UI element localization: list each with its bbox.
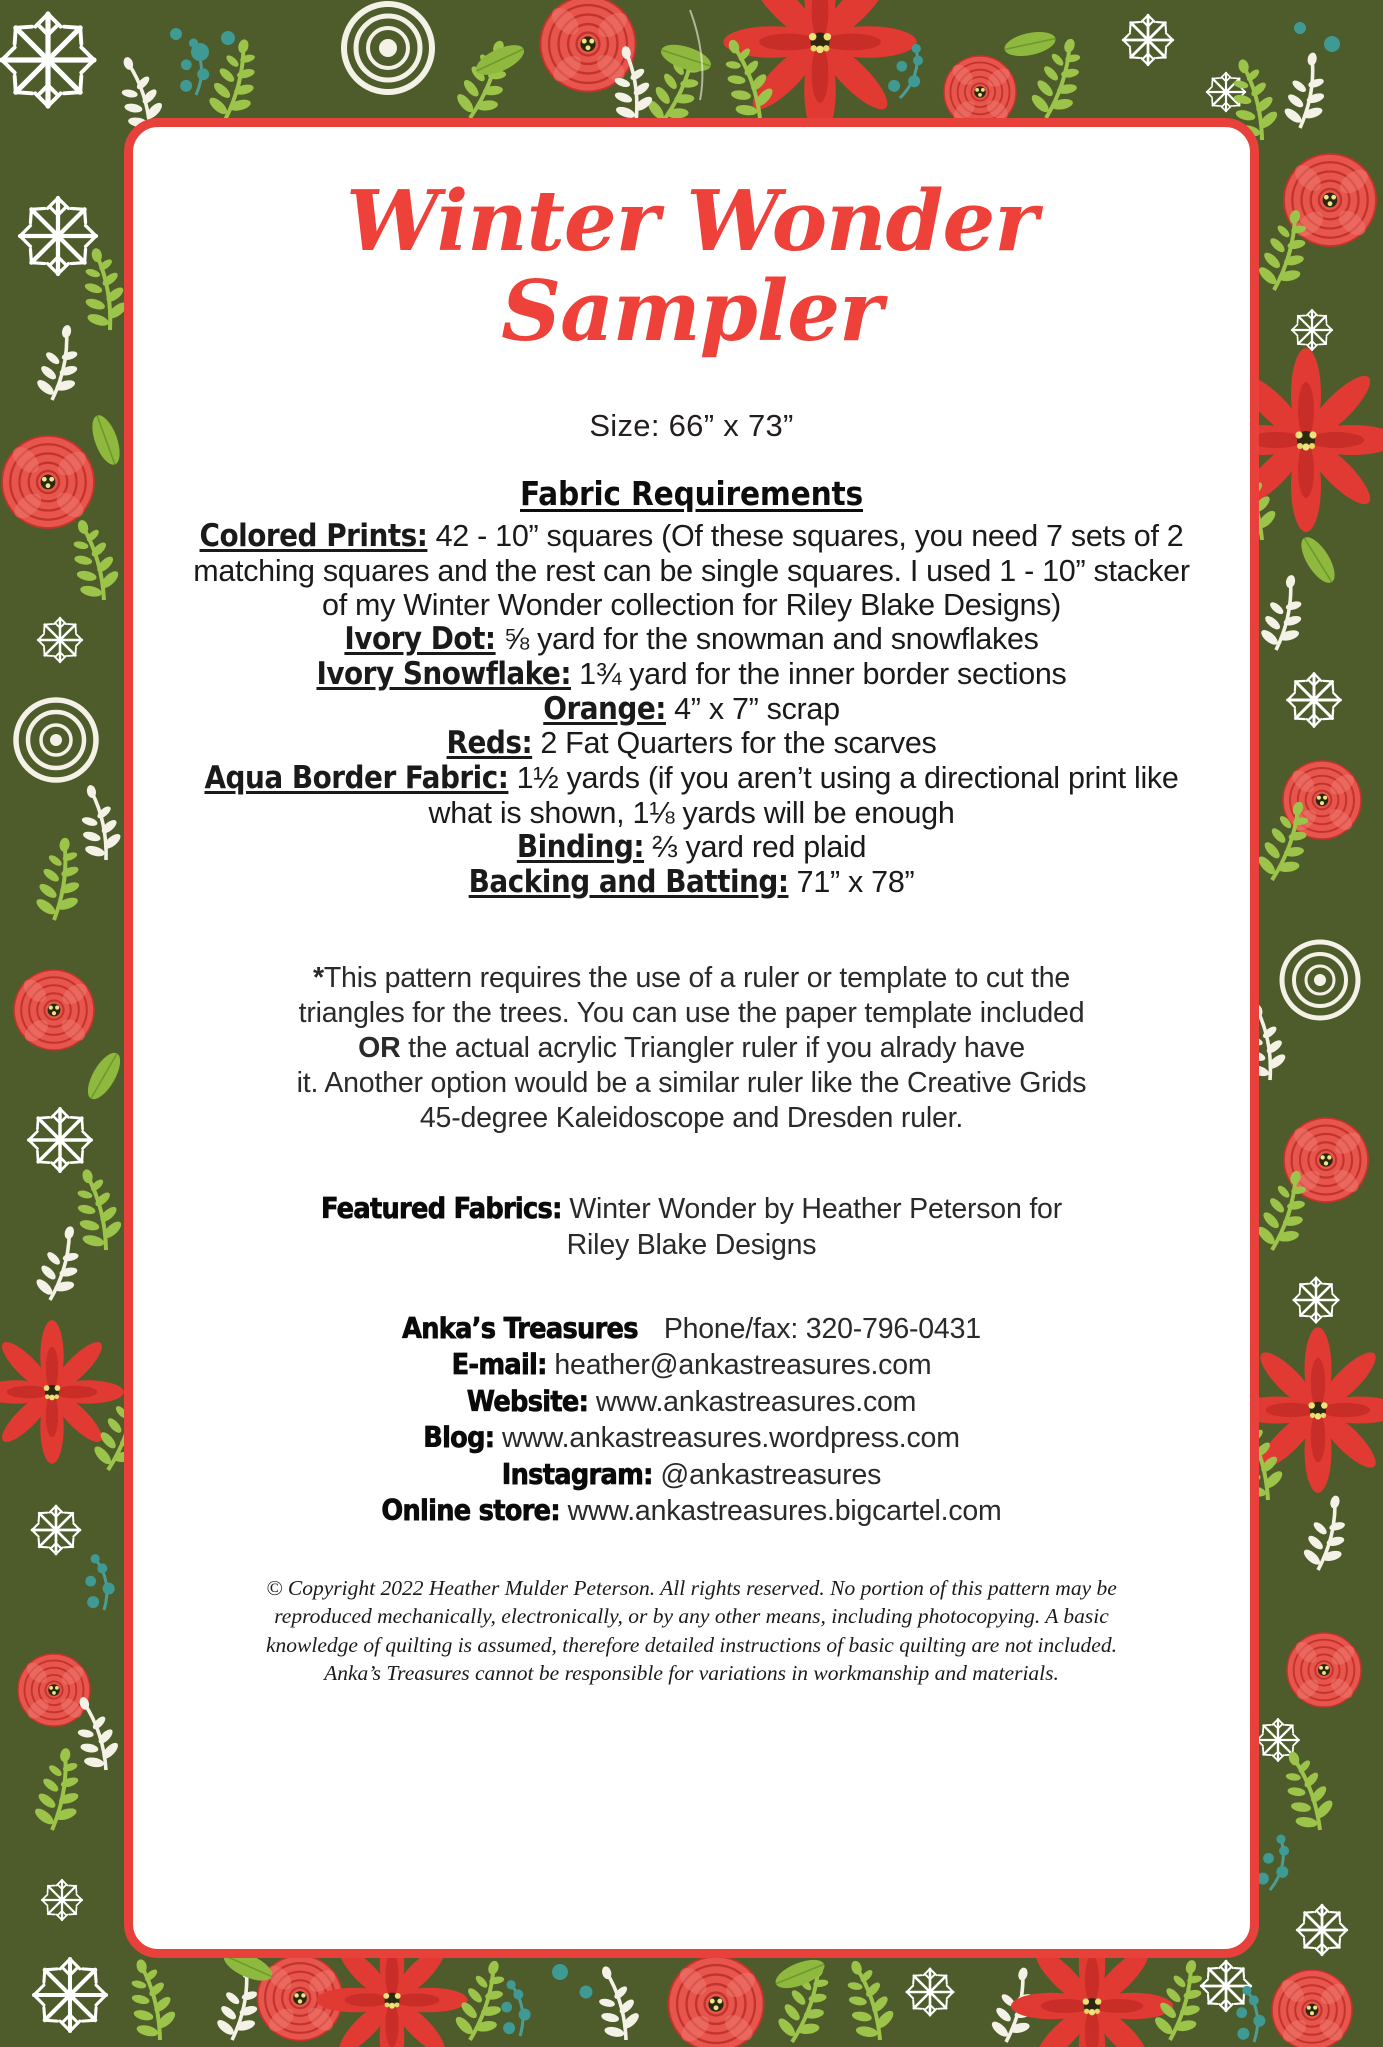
fabric-item-value: 2 Fat Quarters for the scarves <box>540 726 937 761</box>
note-line <box>207 1031 1176 1066</box>
title-line-1: Winter Wonder <box>345 172 1038 270</box>
fabric-item-label: Colored Prints: <box>199 518 428 555</box>
ruler-note <box>185 961 1198 1135</box>
fabric-item <box>185 657 1198 692</box>
fabric-item <box>185 726 1198 761</box>
phone-label: Phone/fax: <box>663 1312 806 1345</box>
featured-fabrics-line-2: Riley Blake Designs <box>566 1228 817 1261</box>
fabric-item-value: ⅝ yard for the snowman and snowflakes <box>503 622 1039 657</box>
contact-company-line <box>185 1311 1198 1347</box>
copyright-notice <box>185 1574 1198 1688</box>
instagram-value[interactable]: @ankastreasures <box>652 1458 882 1491</box>
fabric-item-label: Ivory Dot: <box>344 621 496 658</box>
fabric-requirements-heading: Fabric Requirements <box>519 474 864 514</box>
company-name: Anka’s Treasures <box>402 1311 638 1345</box>
website-label: Website: <box>466 1384 589 1418</box>
copyright-line: knowledge of quilting is assumed, therefore detailed instructions of basic quilting are not included. <box>266 1632 1117 1657</box>
note-line-text: the actual acrylic Triangler ruler if you alrady have <box>400 1032 1025 1064</box>
email-label: E-mail: <box>451 1348 547 1382</box>
contact-store-line <box>185 1493 1198 1529</box>
title-line-2: Sampler <box>501 261 882 360</box>
fabric-item-label: Ivory Snowflake: <box>316 656 571 692</box>
fabric-item-value: 42 - 10” squares (Of these squares, you need 7 sets of 2 matching squares and the rest can be single squares. I used 1 - 10” stacker of my Winter Wonder collection for Riley Blake Designs) <box>193 519 1190 623</box>
copyright-line: © Copyright 2022 Heather Mulder Peterson. All rights reserved. No portion of this pattern may be <box>266 1575 1117 1600</box>
instagram-label: Instagram: <box>501 1457 653 1491</box>
contact-email-line <box>185 1347 1198 1383</box>
fabric-item-label: Binding: <box>516 829 645 866</box>
online-store-value[interactable]: www.ankastreasures.bigcartel.com <box>559 1495 1002 1528</box>
contact-blog-line <box>185 1420 1198 1456</box>
fabric-item-value: ⅔ yard red plaid <box>652 830 867 865</box>
asterisk-marker: * <box>312 962 324 995</box>
quilt-size: Size: 66” x 73” <box>589 408 794 444</box>
note-or-emphasis: OR <box>358 1032 401 1064</box>
fabric-item <box>185 519 1198 622</box>
fabric-item-value: 71” x 78” <box>796 864 915 899</box>
contact-instagram-line <box>185 1457 1198 1493</box>
online-store-label: Online store: <box>381 1494 560 1528</box>
page-title <box>185 172 1198 360</box>
fabric-item <box>185 830 1198 865</box>
fabric-item-label: Orange: <box>543 690 666 727</box>
fabric-item <box>185 622 1198 657</box>
email-value[interactable]: heather@ankastreasures.com <box>546 1349 932 1382</box>
featured-fabrics-line <box>185 1191 1198 1227</box>
website-value[interactable]: www.ankastreasures.com <box>588 1385 917 1418</box>
note-line-text: This pattern requires the use of a ruler or template to cut the <box>323 962 1071 995</box>
fabric-item-value: 4” x 7” scrap <box>674 691 840 726</box>
note-line: 45-degree Kaleidoscope and Dresden ruler. <box>419 1101 964 1134</box>
note-line: triangles for the trees. You can use the paper template included <box>298 997 1085 1030</box>
fabric-item <box>185 761 1198 830</box>
blog-label: Blog: <box>423 1421 495 1455</box>
fabric-item <box>185 865 1198 900</box>
note-line <box>207 961 1176 996</box>
content-card <box>124 118 1259 1958</box>
fabric-item <box>185 692 1198 727</box>
contact-website-line <box>185 1384 1198 1420</box>
featured-fabrics <box>185 1191 1198 1263</box>
contact-info <box>185 1311 1198 1530</box>
phone-number: 320-796-0431 <box>805 1312 981 1345</box>
copyright-line: reproduced mechanically, electronically, or by any other means, including photocopying. A basic <box>274 1604 1109 1629</box>
featured-fabrics-value: Winter Wonder by Heather Peterson for <box>561 1193 1062 1226</box>
fabric-item-label: Reds: <box>446 725 533 762</box>
note-line: it. Another option would be a similar ruler like the Creative Grids <box>296 1066 1087 1099</box>
featured-fabrics-label: Featured Fabrics: <box>320 1192 562 1226</box>
fabric-item-value: 1½ yards (if you aren’t using a directional print like what is shown, 1⅛ yards will be enough <box>428 761 1179 830</box>
fabric-item-label: Aqua Border Fabric: <box>204 760 509 797</box>
fabric-item-label: Backing and Batting: <box>468 863 789 900</box>
blog-value[interactable]: www.ankastreasures.wordpress.com <box>494 1422 960 1455</box>
copyright-line: Anka’s Treasures cannot be responsible for variations in workmanship and materials. <box>324 1660 1059 1685</box>
fabric-requirements-list <box>185 519 1198 899</box>
fabric-item-value: 1¾ yard for the inner border sections <box>579 657 1067 691</box>
